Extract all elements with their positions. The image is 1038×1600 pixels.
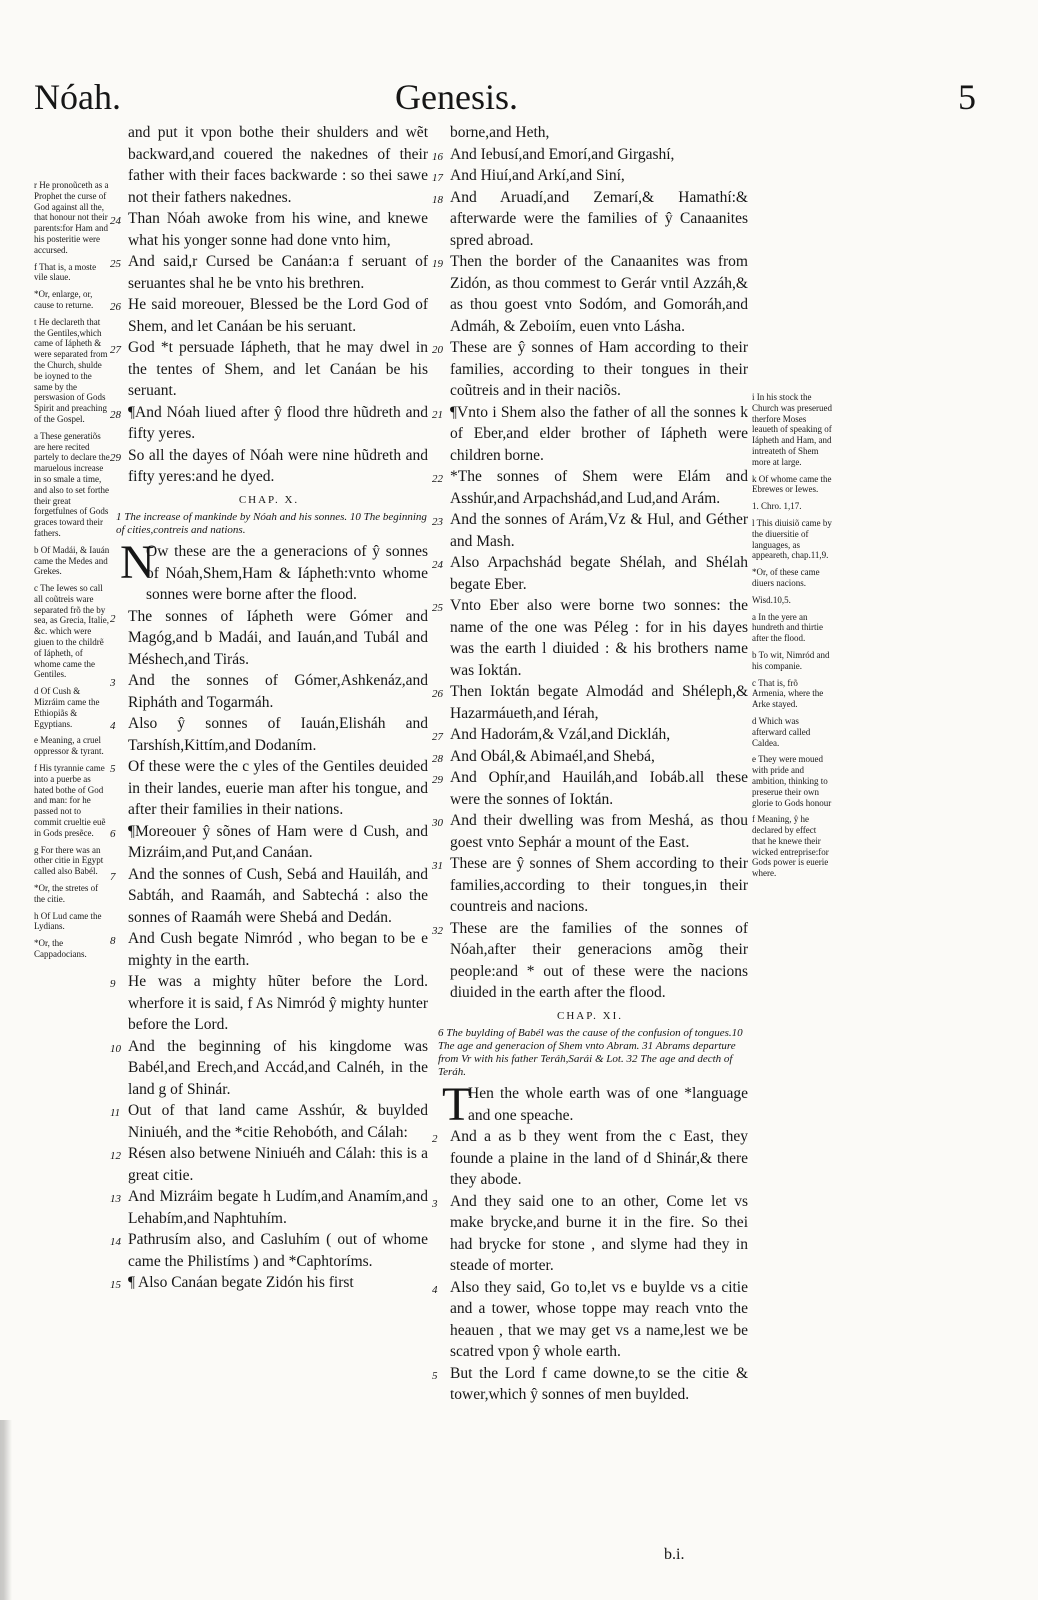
running-head-left: Nóah. [34, 77, 121, 117]
margin-note: 1. Chro. 1,17. [752, 501, 802, 512]
verse [432, 552, 748, 595]
right-text-column [432, 122, 748, 1406]
verse-text: And Obál,& Abimaél,and Shebá, [450, 747, 655, 765]
verse-text: And a as b they went from the c East, they founde a plaine in the land of d Shinár,& there they abode. [450, 1128, 748, 1188]
verse [432, 402, 748, 467]
verse [110, 1036, 428, 1101]
chapter-heading-xi: CHAP. XI. [557, 1009, 623, 1022]
verse-text: Résen also betwene Niniuéh and Cálah: this is a great citie. [128, 1145, 428, 1184]
margin-note: c That is, frõ Armenia, where the Arke stayed. [752, 677, 824, 710]
margin-note: b To wit, Nimród and his companie. [752, 649, 830, 671]
verse-text: And the sonnes of Arám,Vz & Hul, and Géther and Mash. [450, 511, 748, 550]
running-head [0, 76, 1038, 126]
signature-mark: b.i. [664, 1546, 685, 1563]
verse-text: Also ŷ sonnes of Iauán,Elisháh and Tarshísh,Kittím,and Dodaním. [128, 715, 428, 754]
verse-number: 14 [110, 1236, 121, 1248]
margin-note: *Or, the Cappadocians. [34, 938, 87, 959]
verse-number: 3 [432, 1197, 438, 1210]
margin-note: d Of Cush & Mizráim came the Ethiopiãs & Egyptians. [34, 686, 100, 729]
margin-note: d Which was afterward called Caldea. [752, 715, 811, 748]
verse-text: Pathrusím also, and Casluhím ( out of whome came the Philistíms ) and *Caphtoríms. [128, 1231, 428, 1270]
verse [432, 918, 748, 1004]
verse-number: 8 [110, 935, 116, 947]
verse [432, 724, 748, 746]
verse-number: 4 [110, 720, 116, 732]
margin-note: a In the yere an hundreth and thirtie after the flood. [752, 611, 823, 644]
margin-note: *Or, the stretes of the citie. [34, 883, 99, 904]
verse-number: 17 [432, 172, 443, 184]
verse-text: So all the dayes of Nóah were nine hũdreth and fifty yeres:and he dyed. [128, 446, 428, 485]
verse-number: 29 [432, 774, 443, 786]
verse-number: 2 [432, 1133, 438, 1145]
verse [432, 1126, 748, 1191]
left-text-column [110, 122, 428, 1294]
verse-number: 27 [110, 344, 121, 356]
verse-number: 16 [432, 150, 443, 163]
verse-text: And Iebusí,and Emorí,and Girgashí, [450, 145, 675, 163]
drop-cap: N [120, 536, 155, 589]
verse-text: And said,r Cursed be Canáan:a f seruant of seruantes shal he be vnto his brethren. [128, 253, 428, 292]
verse-number: 27 [432, 731, 443, 743]
margin-note: r He pronoũceth as a Prophet the curse of God against all the, that honour not their parents:for Ham and his posteritie were accursed. [34, 180, 109, 255]
verse-text: Then the border of the Canaanites was from Zidón, as thou commest to Gerár vntil Azzáh,& as thou goest vnto Sodóm, and Gomoráh,and Admáh, & Zeboiím, euen vnto Lásha. [450, 253, 748, 335]
verse-text: These are ŷ sonnes of Shem according to their families,according to their tongues,in their countreis and nacions. [450, 855, 748, 915]
chapter-xi-verse-1 [432, 1078, 748, 1131]
verse-number: 30 [432, 817, 443, 829]
verse [432, 1191, 748, 1277]
verse-text: And Cush begate Nimród , who began to be e mighty in the earth. [128, 930, 428, 969]
left-margin-notes [34, 180, 110, 966]
margin-note: e They were moued with pride and ambition, thinking to preserue their own glorie to Gods honour [752, 754, 832, 808]
verse-text: Then Ioktán begate Almodád and Shéleph,& Hazarmáueth,and Iérah, [450, 683, 748, 722]
drop-cap: T [442, 1078, 472, 1131]
binding-shadow [0, 1420, 12, 1600]
verse-text: These are the families of the sonnes of Nóah,after their generacions amõg their people:and * out of these were the nacions diuided in the earth after the flood. [450, 919, 748, 1001]
verse-text: Vnto Eber also were borne two sonnes: the name of the one was Péleg : for in his dayes was the earth l diuided : & his brothers name was Ioktán. [450, 597, 748, 679]
margin-note: *Or, of these came diuers nacions. [752, 567, 820, 588]
verse-text: He was a mighty hũter before the Lord. wherfore it is said, f As Nimród ŷ mighty hunter before the Lord. [128, 973, 428, 1033]
verse-number: 12 [110, 1150, 121, 1162]
verse-text: These are ŷ sonnes of Ham according to their families, according to their tongues in their coũtreis and in their naciõs. [450, 339, 748, 399]
verse-text: And Aruadí,and Zemarí,& Hamathí:& afterwarde were the families of ŷ Canaanites spred abroad. [450, 188, 748, 249]
verse [432, 681, 748, 724]
verse-text: But the Lord f came downe,to se the citie & tower,which ŷ sonnes of men buylded. [450, 1364, 748, 1403]
verse [432, 509, 748, 552]
verse [432, 1363, 748, 1406]
verse-number: 32 [432, 924, 443, 937]
verse-text: Of these were the c yles of the Gentiles deuided in their landes, euerie man after his tongue, and after their families in their nations. [128, 758, 428, 818]
verse-number: 20 [432, 344, 443, 356]
verse [432, 767, 748, 810]
verse-text: Also they said, Go to,let vs e buylde vs a citie and a tower, whose toppe may reach vnto the heauen , that we may get vs a name,lest we be scatred vpon ŷ whole earth. [450, 1278, 748, 1360]
verse-number: 2 [110, 612, 116, 625]
margin-note: f That is, a moste vile slaue. [34, 261, 97, 283]
margin-note: c The Iewes so call all coũtreis ware separated frõ the by sea, as Grecia, Italie, &c. which were giuen to the childrẽ of Iápheth, of whome came the Gentiles. [34, 583, 109, 680]
verse-text: ¶Moreouer ŷ sõnes of Ham were d Cush, and Mizráim,and Put,and Canáan. [128, 822, 428, 861]
verse-text: And the beginning of his kingdome was Babél,and Erech,and Accád,and Calnéh, in the land g of Shinár. [128, 1037, 428, 1098]
margin-note: k Of whome came the Ebrewes or Iewes. [752, 473, 832, 495]
verse [110, 756, 428, 821]
margin-note: h Of Lud came the Lydians. [34, 910, 102, 932]
page-number: 5 [958, 77, 976, 117]
verse [110, 337, 428, 402]
verse-text: borne,and Heth, [450, 124, 550, 141]
verse [110, 294, 428, 337]
verse-text: Hen the whole earth was of one *language and one speache. [468, 1085, 748, 1124]
verse [110, 928, 428, 971]
verse-number: 13 [110, 1193, 121, 1205]
verse [110, 1186, 428, 1229]
verse [110, 251, 428, 294]
chapter-x-verse-1 [110, 536, 428, 606]
margin-note: e Meaning, a cruel oppressor & tyrant. [34, 735, 104, 757]
verse [110, 208, 428, 251]
verse-number: 28 [110, 408, 121, 421]
margin-note: *Or, enlarge, or, cause to returne. [34, 289, 94, 310]
verse-number: 9 [110, 978, 116, 990]
verse-text: *The sonnes of Shem were Elám and Asshúr,and Arpachshád,and Lud,and Arám. [450, 468, 748, 507]
margin-note: i In his stock the Church was preserued therfore Moses leaueth of speaking of Iápheth and Ham, and intreateth of Shem more at large. [752, 392, 832, 467]
verse-number: 25 [432, 602, 443, 614]
verse [110, 606, 428, 671]
verse-text: And Ophír,and Hauiláh,and Iobáb.all these were the sonnes of Ioktán. [450, 769, 748, 808]
verse-number: 15 [110, 1279, 121, 1291]
verse [432, 144, 748, 166]
verse-number: 21 [432, 408, 443, 421]
verse-text: And Hiuí,and Arkí,and Siní, [450, 167, 625, 184]
verse-number: 23 [432, 516, 443, 528]
verse [110, 670, 428, 713]
verse-number: 10 [110, 1042, 121, 1055]
verse-text: The sonnes of Iápheth were Gómer and Magóg,and b Madái, and Iauán,and Tubál and Méshech,and Tirás. [128, 607, 428, 668]
verse-text: ¶Vnto i Shem also the father of all the sonnes k of Eber,and elder brother of Iápheth were children borne. [450, 403, 748, 464]
verse [110, 1272, 428, 1294]
verse [110, 445, 428, 488]
verse-text: God *t persuade Iápheth, that he may dwel in the tentes of Shem, and let Canáan be his seruant. [128, 339, 428, 399]
verse-number: 6 [110, 827, 116, 840]
margin-note: f Meaning, ŷ he declared by effect that he knewe their wicked entreprise:for Gods power is euerie where. [752, 814, 829, 879]
verse-text: ¶ Also Canáan begate Zidón his first [128, 1274, 354, 1291]
verse [110, 1100, 428, 1143]
verse-number: 25 [110, 258, 121, 270]
verse [432, 122, 748, 144]
right-margin-notes [752, 392, 832, 885]
chapter-summary-xi: 6 The buylding of Babél was the cause of the confusion of tongues.10 The age and generacion of Shem vnto Abram. 31 Abrams departure from Vr with his father Teráh,Sarái & Lot. 32 The age and decth of Teráh. [438, 1027, 743, 1078]
verse-text: And the sonnes of Gómer,Ashkenáz,and Ripháth and Togarmáh. [128, 672, 428, 711]
margin-note: t He declareth that the Gentiles,which came of Iápheth & were separated from the Church, shulde be ioyned to the same by the perswasion of Gods Spirit and preaching of the Gospel. [34, 316, 108, 424]
verse-number: 7 [110, 870, 116, 883]
verse [432, 165, 748, 187]
verse-number: 3 [110, 677, 116, 689]
verse [432, 337, 748, 402]
verse [432, 595, 748, 681]
verse-number: 28 [432, 752, 443, 765]
margin-note: a These generatiõs are here recited partely to declare the maruelous increase in so smale a time, and also to set forthe their great forgetfulnes of Gods graces toward their fathers. [34, 430, 110, 538]
verse-text: Ow these are the a generacions of ŷ sonnes of Nóah,Shem,Ham & Iápheth:vnto whome sonnes were borne after the flood. [146, 543, 428, 603]
verse [432, 746, 748, 768]
verse-text: He said moreouer, Blessed be the Lord God of Shem, and let Canáan be his seruant. [128, 296, 428, 335]
verse-number: 24 [110, 215, 121, 227]
verse [110, 122, 428, 208]
verse-number: 26 [110, 301, 121, 313]
verse [110, 971, 428, 1036]
verse [110, 1229, 428, 1272]
verse-text: ¶And Nóah liued after ŷ flood thre hũdreth and fifty yeres. [128, 403, 428, 442]
verse [432, 187, 748, 252]
verse [110, 713, 428, 756]
verse-number: 19 [432, 258, 443, 270]
chapter-summary-x: 1 The increase of mankinde by Nóah and his sonnes. 10 The beginning of cities,contreis and nations. [116, 511, 427, 536]
verse-number: 18 [432, 193, 443, 206]
verse [432, 853, 748, 918]
verse-number: 29 [110, 451, 121, 464]
verse [432, 810, 748, 853]
verse-number: 11 [110, 1107, 121, 1119]
verse [110, 1143, 428, 1186]
margin-note: b Of Madái, & Iauán came the Medes and Grekes. [34, 544, 110, 577]
margin-note: f His tyrannie came into a puerbe as hated bothe of God and man: for he passed not to commit crueltie euẽ in Gods presẽce. [34, 763, 106, 838]
verse [432, 251, 748, 337]
verse-text: And they said one to an other, Come let vs make brycke,and burne it in the fire. So thei had brycke for stone , and slyme had they in steade of morter. [450, 1192, 748, 1274]
verse [432, 1277, 748, 1363]
verse [110, 821, 428, 864]
verse-text: And the sonnes of Cush, Sebá and Hauiláh, and Sabtáh, and Raamáh, and Sabtechá : also the sonnes of Raamáh were Shebá and Dedán. [128, 865, 428, 926]
verse-number: 22 [432, 473, 443, 485]
margin-note: g For there was an other citie in Egypt called also Babél. [34, 844, 104, 877]
running-head-title: Genesis. [395, 77, 518, 117]
margin-note: l This diuisiõ came by the diuersitie of languages, as appeareth, chap.11,9. [752, 517, 832, 561]
verse-number: 24 [432, 559, 443, 571]
verse-number: 4 [432, 1283, 438, 1296]
chapter-heading-x: CHAP. X. [238, 493, 300, 506]
verse-number: 26 [432, 688, 443, 700]
verse-text: And Hadorám,& Vzál,and Dickláh, [450, 726, 671, 743]
verse [432, 466, 748, 509]
verse-number: 31 [432, 860, 443, 872]
verse-text: Than Nóah awoke from his wine, and knewe what his yonger sonne had done vnto him, [128, 210, 428, 249]
margin-note: Wisd.10,5. [752, 594, 791, 605]
verse-text: And their dwelling was from Meshá, as thou goest vnto Sephár a mount of the East. [450, 812, 748, 851]
verse [110, 864, 428, 929]
verse-text: Also Arpachshád begate Shélah, and Shélah begate Eber. [450, 554, 748, 593]
verse-number: 5 [110, 763, 116, 775]
verse [110, 402, 428, 445]
verse-text: Out of that land came Asshúr, & buylded Niniuéh, and the *citie Rehobóth, and Cálah: [128, 1102, 428, 1141]
verse-text: And Mizráim begate h Ludím,and Anamím,and Lehabím,and Naphtuhím. [128, 1188, 428, 1227]
verse-number: 5 [432, 1369, 438, 1382]
verse-text: and put it vpon bothe their shulders and wẽt backward,and couered the nakednes of their father with their faces backwarde : so thei sawe not their fathers nakednes. [128, 124, 428, 206]
